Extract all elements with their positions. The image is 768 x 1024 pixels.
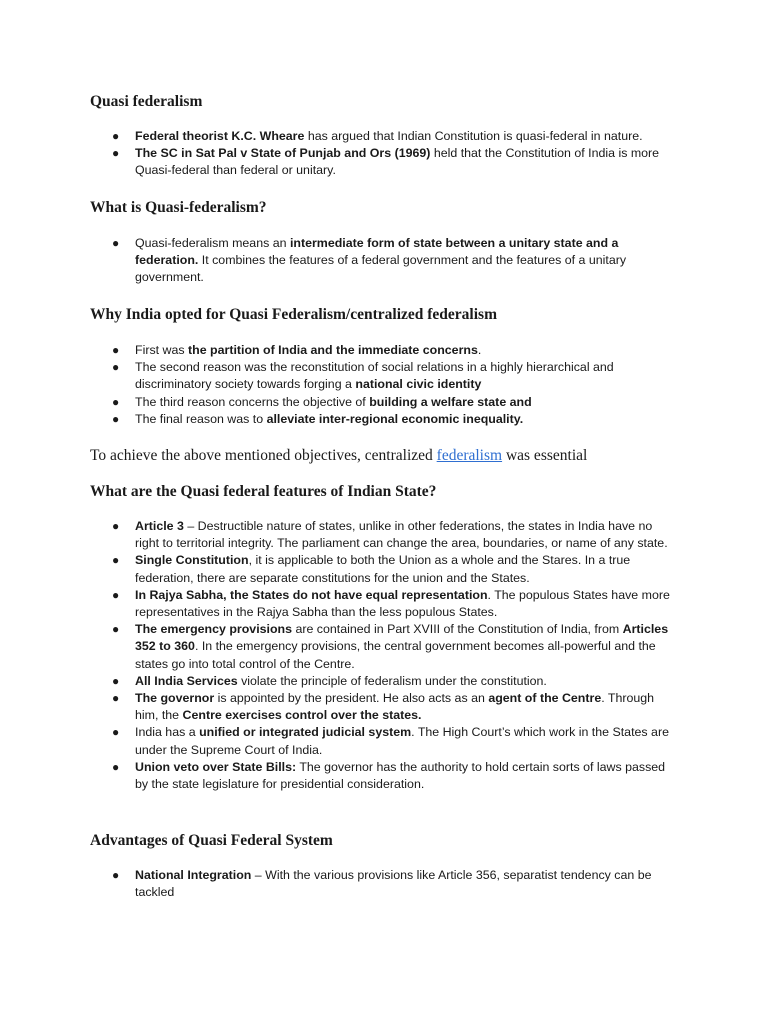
body-text: violate the principle of federalism under the constitution.	[237, 673, 547, 688]
list-item	[0, 411, 768, 428]
body-text: has argued that Indian Constitution is quasi-federal in nature.	[304, 129, 643, 143]
bold-text: intermediate form of state between a unitary state and a federation.	[135, 236, 619, 268]
list-item	[0, 867, 768, 901]
body-text: The final reason was to	[135, 411, 267, 426]
list-item	[0, 128, 768, 145]
bullet-marker: ●	[112, 394, 120, 409]
list-item	[0, 759, 768, 793]
bold-text: The SC in Sat Pal v State of Punjab and Ors (1969)	[135, 146, 431, 161]
list-item	[0, 552, 768, 586]
heading-why-india-opted: Why India opted for Quasi Federalism/centralized federalism	[90, 306, 497, 323]
list-item	[0, 359, 768, 393]
heading-what-is-quasi-federalism: What is Quasi-federalism?	[90, 199, 267, 216]
body-text: First was	[135, 343, 189, 357]
list-why-india-opted	[0, 342, 768, 428]
body-text: was essential	[502, 447, 588, 464]
bold-text: Union veto over State Bills:	[135, 759, 297, 774]
body-text: – Destructible nature of states, unlike in other federations, the states in India have no right to territorial integrity. The parliament can change the area, boundaries, or name of any state.	[135, 519, 668, 551]
bullet-marker: ●	[112, 673, 120, 688]
bullet-marker: ●	[112, 343, 120, 357]
bold-text: the partition of India and the immediate concerns	[188, 343, 478, 357]
bold-text: Single Constitution	[135, 553, 249, 568]
list-item	[0, 587, 768, 621]
heading-quasi-federal-features: What are the Quasi federal features of Indian State?	[90, 483, 437, 500]
bullet-marker: ●	[112, 622, 120, 637]
bullet-marker: ●	[112, 129, 120, 143]
list-item	[0, 145, 768, 179]
bullet-marker: ●	[112, 411, 120, 426]
body-text: Quasi-federalism means an	[135, 236, 290, 250]
bold-text: building a welfare state and	[369, 394, 532, 409]
body-text: The third reason concerns the objective of	[135, 394, 370, 409]
bold-text: Articles 352 to 360	[135, 622, 669, 654]
body-text: To achieve the above mentioned objectives, centralized	[90, 447, 437, 464]
bullet-marker: ●	[112, 146, 120, 161]
heading-quasi-federalism: Quasi federalism	[90, 93, 203, 110]
body-text: . Through him, the	[135, 691, 655, 723]
bullet-marker: ●	[112, 519, 120, 533]
list-item	[0, 518, 768, 552]
federalism-link[interactable]: federalism	[436, 447, 503, 464]
body-text: India has a	[135, 725, 200, 740]
bold-text: Federal theorist K.C. Wheare	[135, 129, 305, 143]
bold-text: Article 3	[135, 519, 184, 533]
body-text: The second reason was the reconstitution of social relations in a highly hierarchical and discriminatory society towards forging a	[135, 360, 614, 392]
bullet-marker: ●	[112, 868, 120, 882]
bold-text: The emergency provisions	[135, 622, 293, 637]
bullet-marker: ●	[112, 759, 120, 774]
body-text: – With the various provisions like Article 356, separatist tendency can be tackled	[135, 868, 652, 900]
list-item	[0, 394, 768, 411]
bold-text: The governor	[135, 691, 215, 706]
list-item	[0, 342, 768, 359]
bullet-marker: ●	[112, 553, 120, 568]
list-item	[0, 690, 768, 724]
bullet-marker: ●	[112, 725, 120, 740]
body-text: . In the emergency provisions, the central government becomes all-powerful and the states go into total control of the Centre.	[135, 639, 656, 671]
list-item	[0, 235, 768, 287]
body-text: It combines the features of a federal government and the features of a unitary government.	[135, 253, 627, 285]
bold-text: agent of the Centre	[488, 691, 602, 706]
body-text: . The populous States have more representatives in the Rajya Sabha than the less populous States.	[135, 587, 670, 620]
centralized-federalism-paragraph	[90, 447, 587, 465]
bold-text: unified or integrated judicial system	[199, 725, 412, 740]
list-item	[0, 621, 768, 673]
body-text: . The High Court’s which work in the States are under the Supreme Court of India.	[135, 725, 669, 757]
bold-text: National Integration	[135, 868, 252, 882]
bold-text: national civic identity	[355, 377, 482, 392]
bullet-marker: ●	[112, 236, 120, 250]
heading-advantages: Advantages of Quasi Federal System	[90, 832, 333, 849]
bullet-marker: ●	[112, 360, 120, 375]
bullet-marker: ●	[112, 587, 120, 602]
body-text: The governor has the authority to hold certain sorts of laws passed by the state legislature for presidential consideration.	[135, 759, 666, 792]
body-text: .	[477, 343, 482, 357]
bold-text: All India Services	[135, 673, 238, 688]
list-item	[0, 673, 768, 690]
list-quasi-federalism	[0, 128, 768, 180]
bullet-marker: ●	[112, 691, 120, 706]
list-what-is-quasi-federalism	[0, 235, 768, 287]
list-quasi-federal-features	[0, 518, 768, 793]
bold-text: In Rajya Sabha, the States do not have equal representation	[135, 587, 488, 602]
list-advantages	[0, 867, 768, 901]
list-item	[0, 724, 768, 758]
body-text: , it is applicable to both the Union as a whole and the Stares. In a true federation, there are separate constitutions for the union and the States.	[135, 553, 631, 585]
body-text: is appointed by the president. He also acts as an	[214, 691, 489, 706]
body-text: held that the Constitution of India is more Quasi-federal than federal or unitary.	[135, 146, 660, 178]
bold-text: Centre exercises control over the states.	[182, 708, 422, 723]
body-text: are contained in Part XVIII of the Constitution of India, from	[292, 622, 623, 637]
bold-text: alleviate inter-regional economic inequality.	[266, 411, 524, 426]
